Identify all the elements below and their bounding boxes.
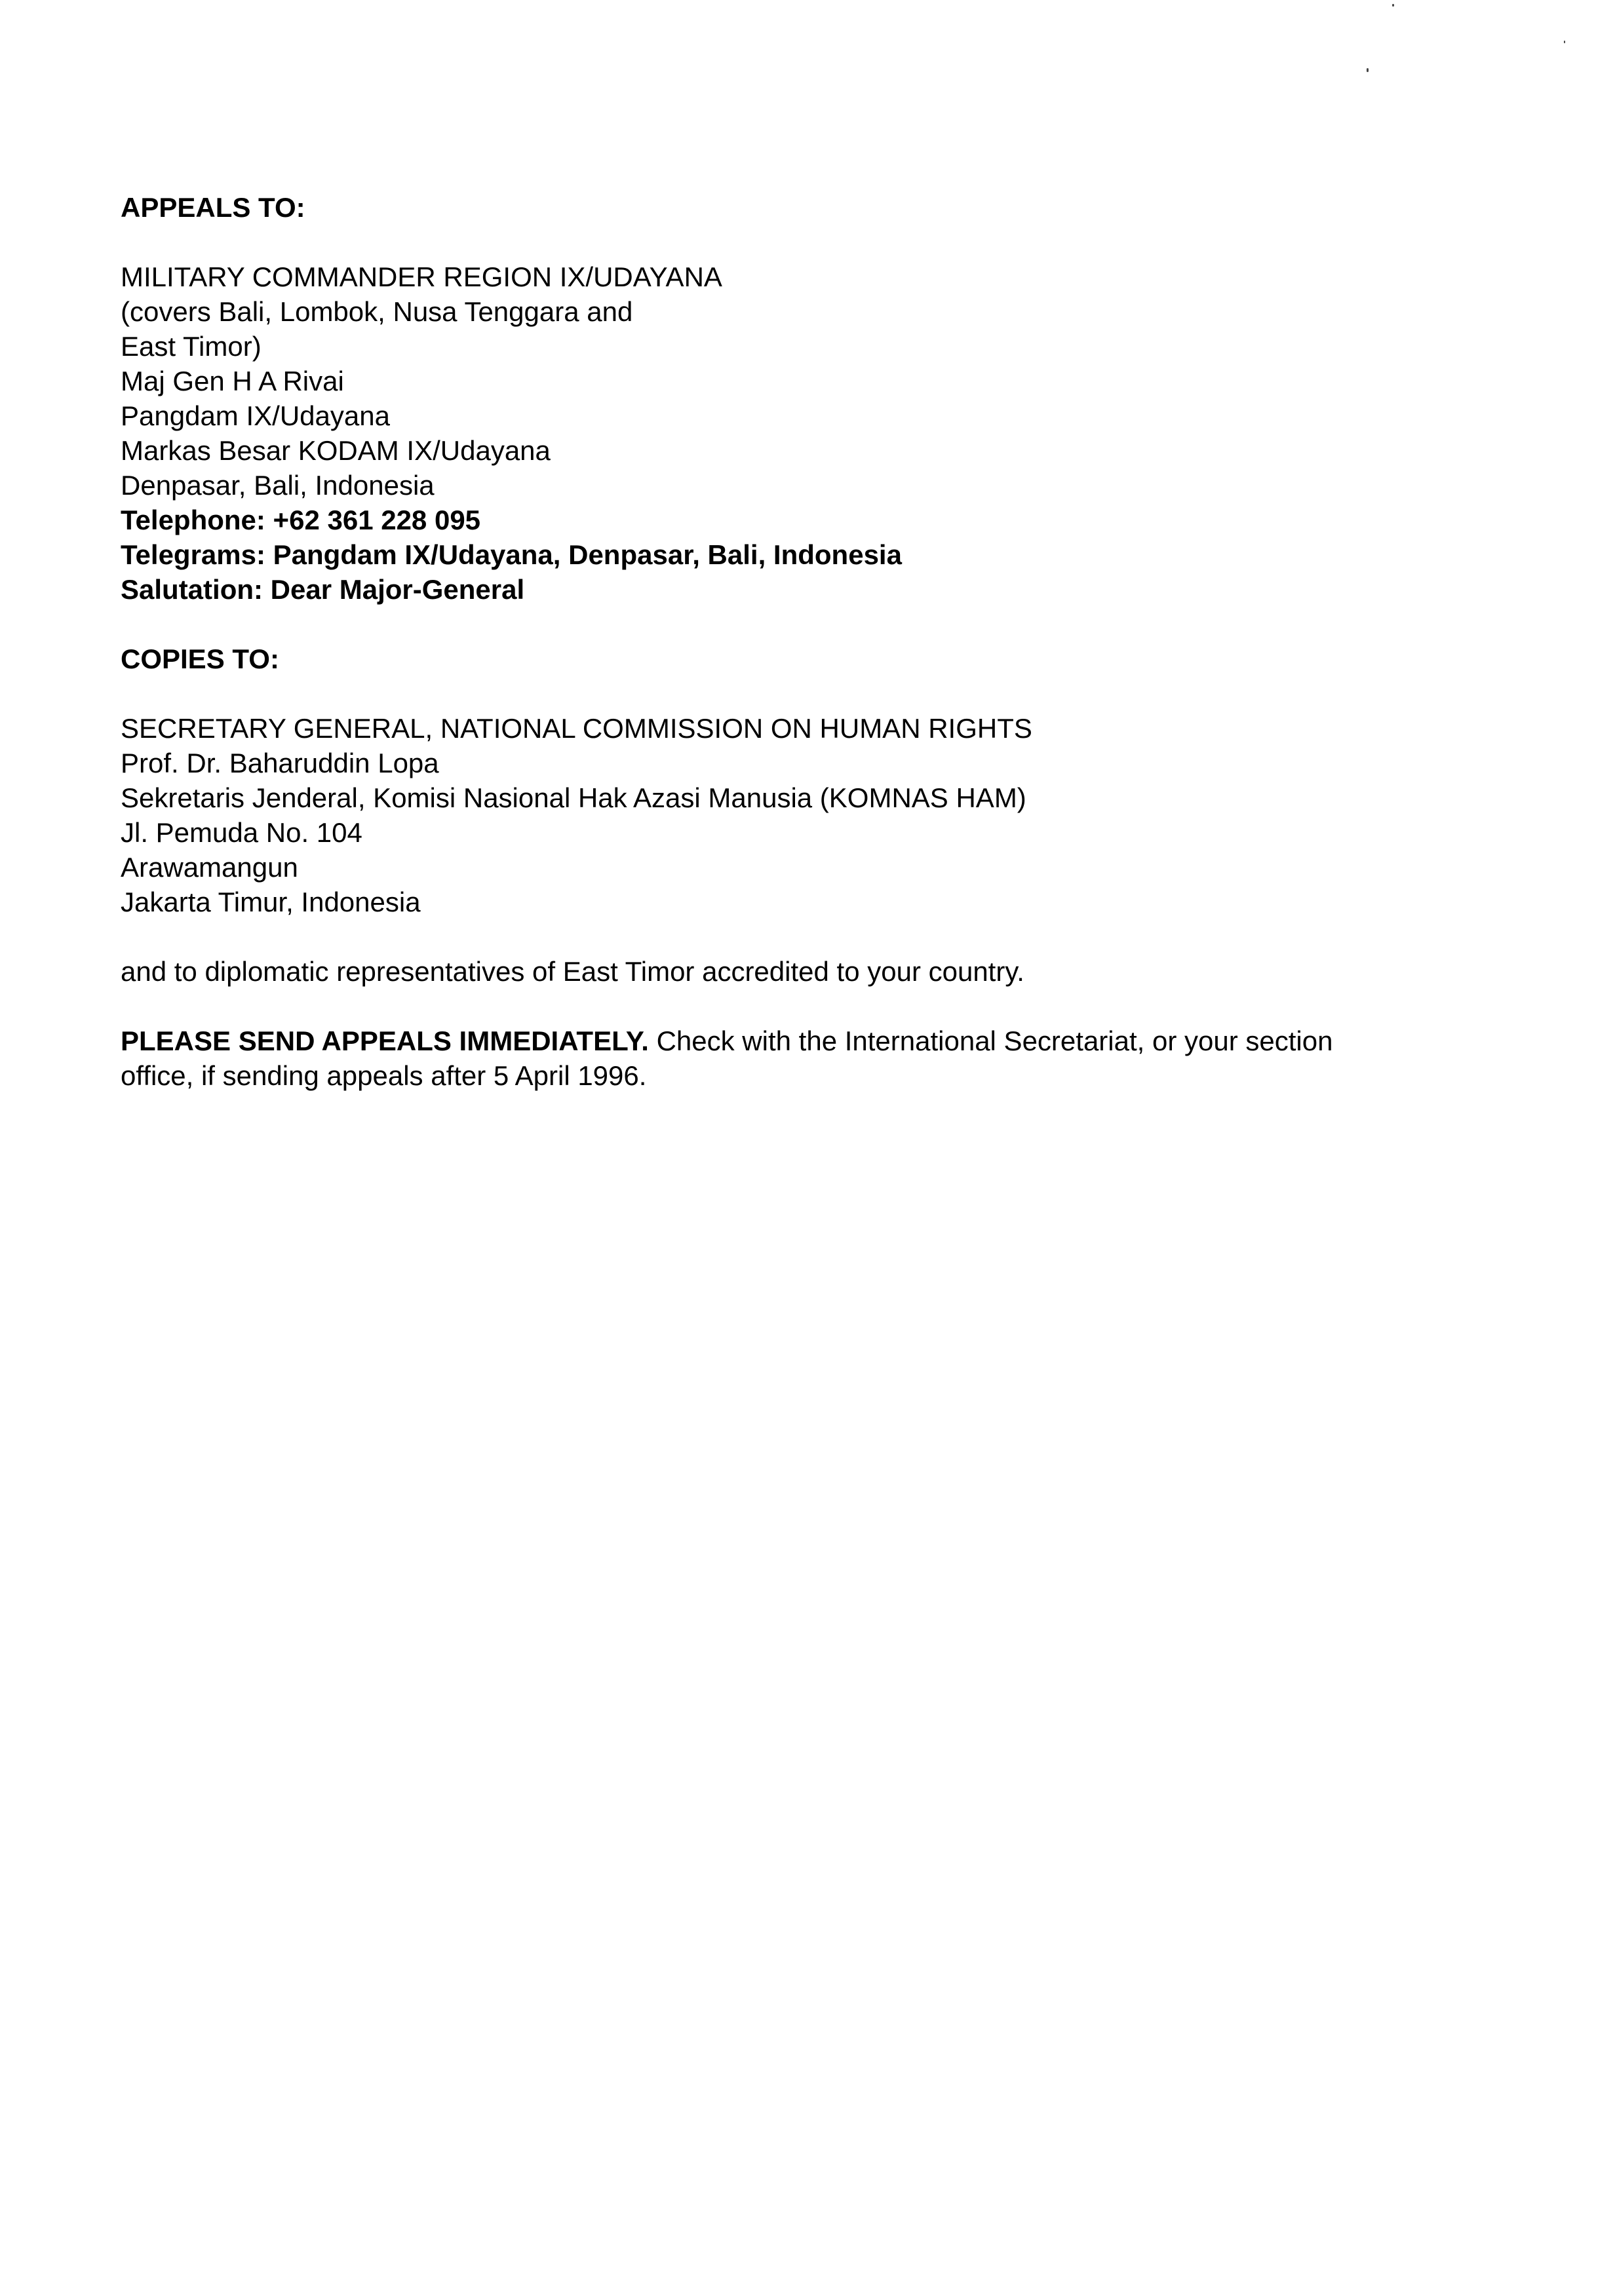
copies-address-line: Sekretaris Jenderal, Komisi Nasional Hak Azasi Manusia (KOMNAS HAM) [121,782,1026,813]
scan-speck [1564,41,1565,43]
appeals-address-block [121,259,1497,607]
appeals-heading: APPEALS TO: [121,192,305,223]
urgent-text-line2: office, if sending appeals after 5 April 1996. [121,1060,647,1091]
copies-heading: COPIES TO: [121,643,279,674]
telegrams-line: Telegrams: Pangdam IX/Udayana, Denpasar, Bali, Indonesia [121,539,902,570]
scan-speck [1367,68,1369,72]
urgent-bold-text: PLEASE SEND APPEALS IMMEDIATELY. [121,1025,649,1056]
appeals-address-line: Denpasar, Bali, Indonesia [121,470,435,501]
scan-speck [1392,4,1394,7]
urgent-text-line1: Check with the International Secretariat, or your section [648,1025,1333,1056]
appeals-address-line: Markas Besar KODAM IX/Udayana [121,435,551,466]
salutation-line: Salutation: Dear Major-General [121,574,525,605]
urgent-paragraph [121,1024,1497,1093]
copies-address-line: SECRETARY GENERAL, NATIONAL COMMISSION ON HUMAN RIGHTS [121,713,1032,744]
appeals-address-line: East Timor) [121,331,262,362]
appeals-address-line: Pangdam IX/Udayana [121,400,390,431]
appeals-address-line: Maj Gen H A Rivai [121,366,344,396]
copies-address-line: Jl. Pemuda No. 104 [121,817,362,848]
letter-content [121,190,1497,1093]
diplomatic-note: and to diplomatic representatives of East Timor accredited to your country. [121,956,1024,987]
copies-address-line: Jakarta Timur, Indonesia [121,887,421,917]
appeals-address-line: (covers Bali, Lombok, Nusa Tenggara and [121,296,633,327]
telephone-line: Telephone: +62 361 228 095 [121,505,481,535]
copies-address-line: Arawamangun [121,852,298,883]
copies-address-block [121,711,1497,919]
copies-address-line: Prof. Dr. Baharuddin Lopa [121,748,439,778]
appeals-address-line: MILITARY COMMANDER REGION IX/UDAYANA [121,261,722,292]
